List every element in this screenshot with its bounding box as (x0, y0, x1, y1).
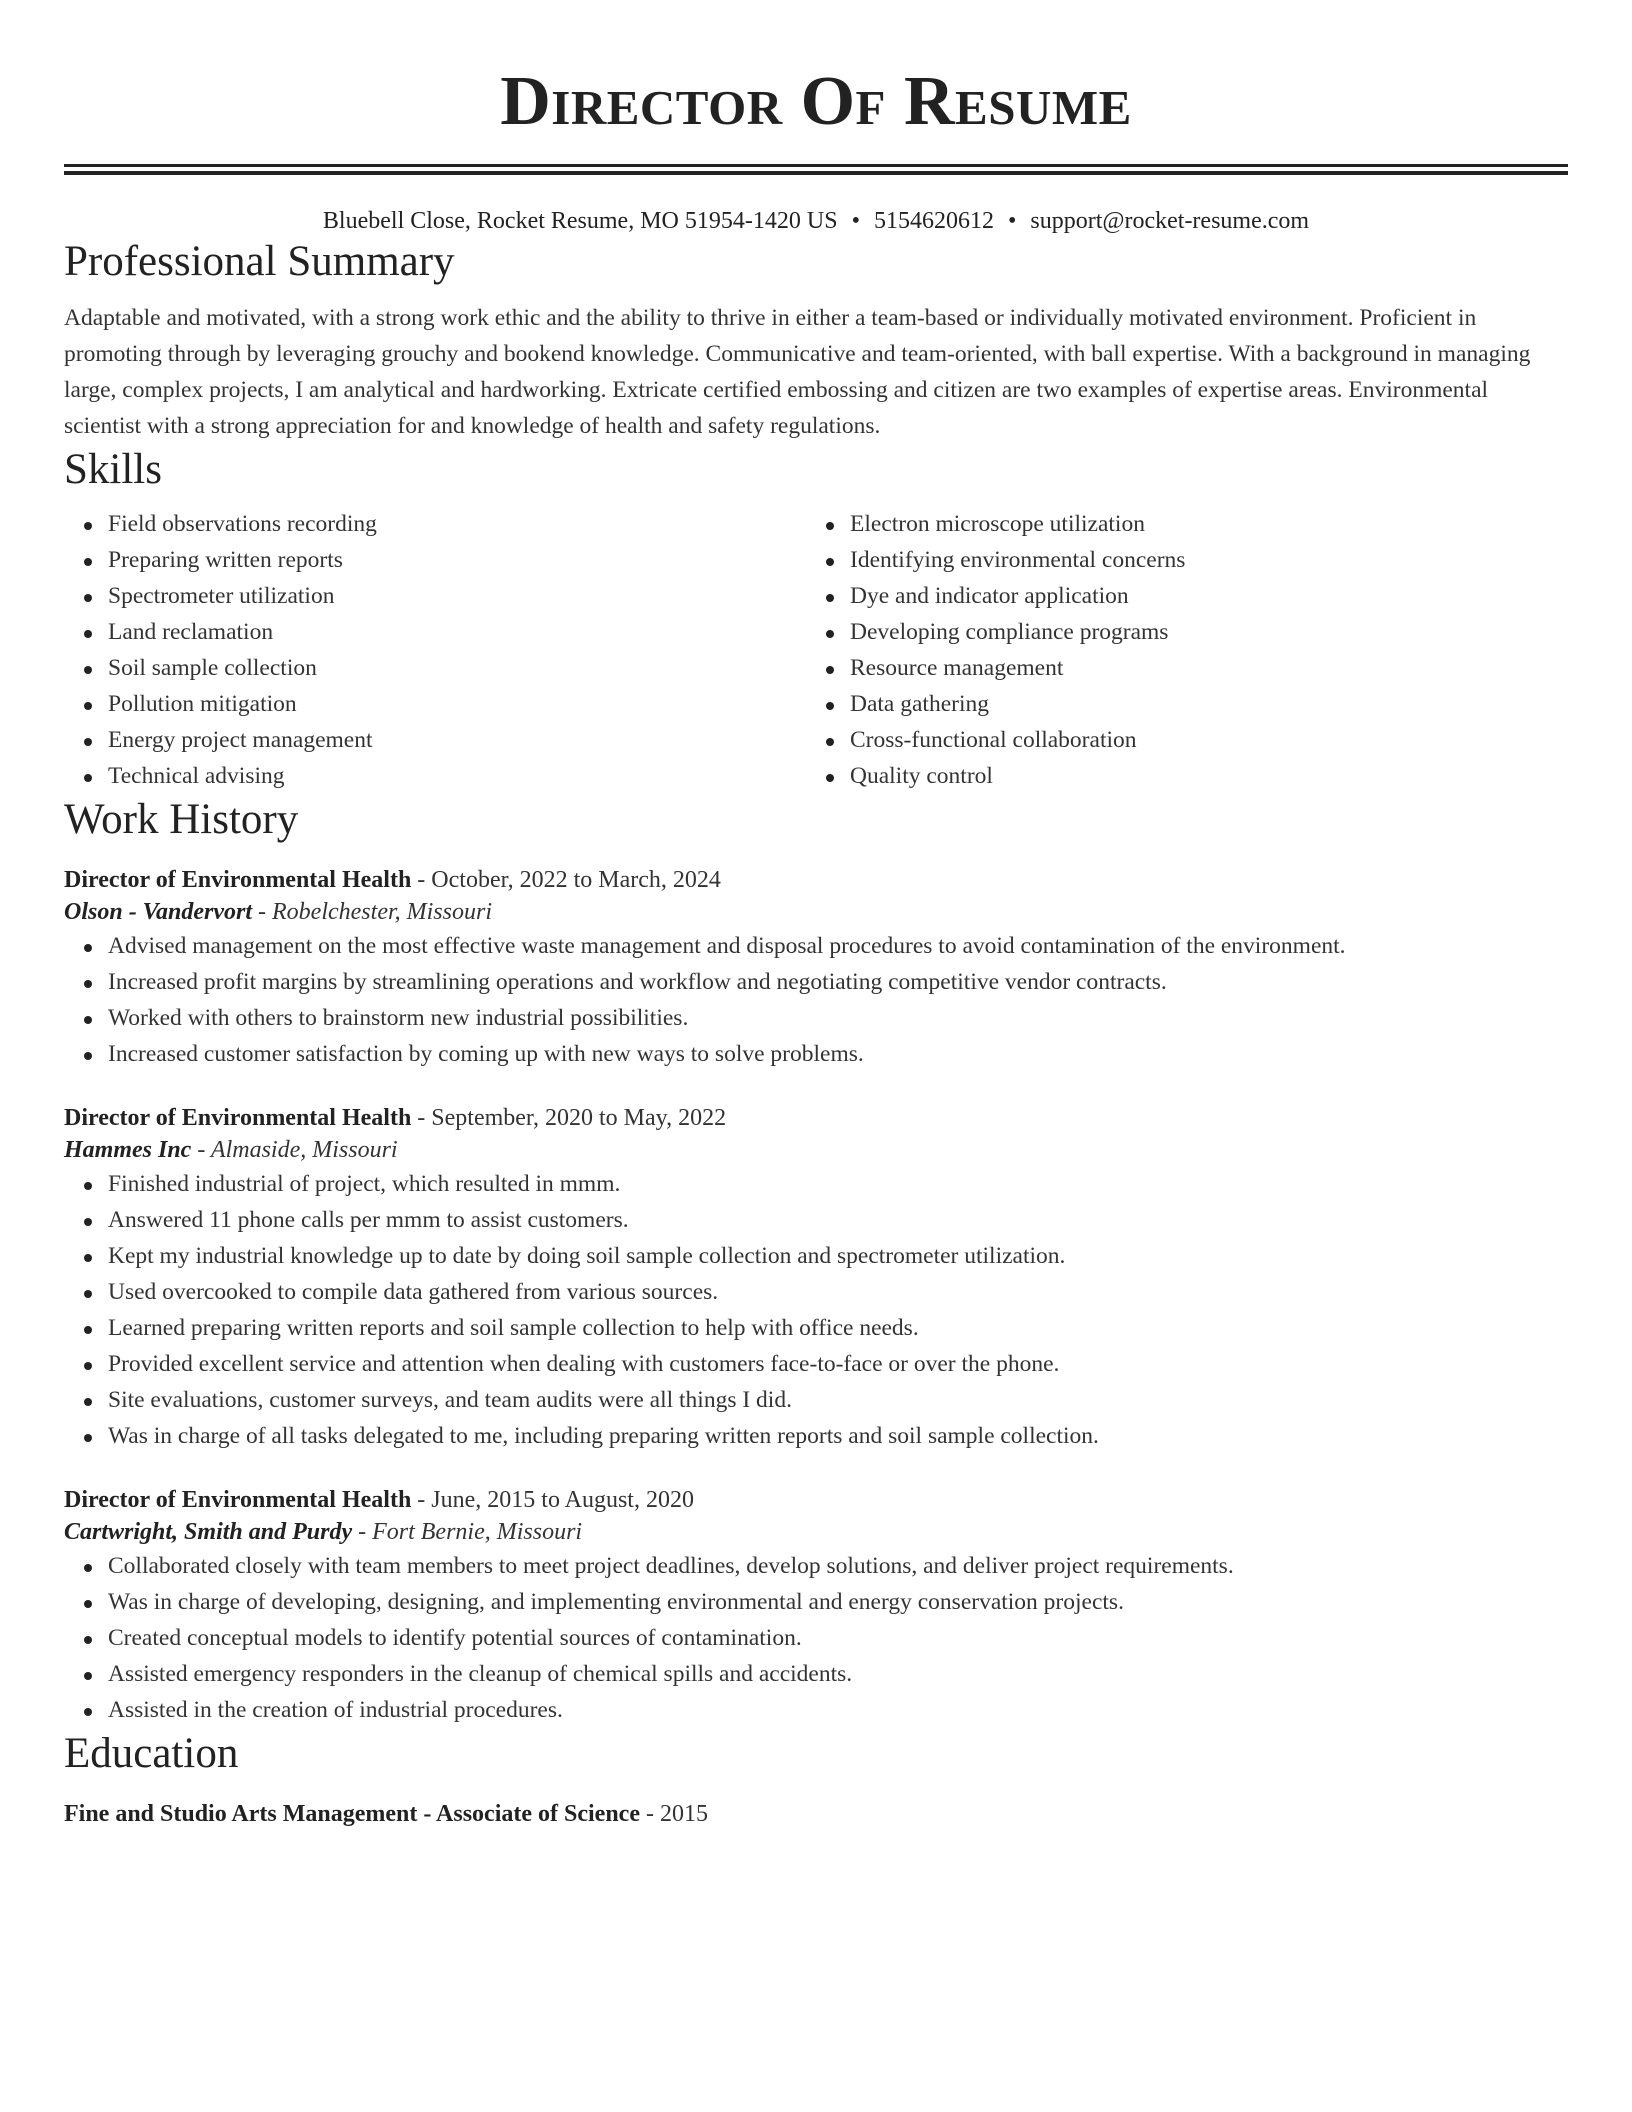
skill-item (850, 686, 1548, 722)
job-bullet (108, 1584, 1568, 1620)
job-bullet (108, 1202, 1568, 1238)
skill-item (108, 578, 806, 614)
job-company: Hammes Inc (64, 1137, 192, 1163)
skill-label: Spectrometer utilization (108, 583, 335, 609)
bullet-icon (84, 702, 92, 710)
bullet-icon (84, 1362, 92, 1370)
contact-line (64, 206, 1568, 236)
job-bullet-text: Finished industrial of project, which resulted in mmm. (108, 1171, 621, 1197)
bullet-icon (84, 558, 92, 566)
skill-item (850, 542, 1548, 578)
job-bullet (108, 1036, 1568, 1072)
work-history-heading: Work History (64, 796, 299, 843)
bullet-icon (84, 1672, 92, 1680)
bullet-icon (826, 558, 834, 566)
bullet-icon (84, 1052, 92, 1060)
job-bullet (108, 928, 1568, 964)
skills-column-left (64, 506, 806, 794)
job-location: - Almaside, Missouri (191, 1137, 398, 1163)
job-bullet-text: Kept my industrial knowledge up to date by doing soil sample collection and spectrometer utilization. (108, 1243, 1066, 1269)
skill-item (108, 722, 806, 758)
job-bullet (108, 1310, 1568, 1346)
job-company: Cartwright, Smith and Purdy (64, 1519, 353, 1545)
resume-name-title: Director Of Resume (500, 63, 1132, 140)
job-bullet (108, 1000, 1568, 1036)
job-bullet (108, 1166, 1568, 1202)
job-title-line (64, 864, 1568, 896)
job-title-line (64, 1102, 1568, 1134)
bullet-icon (84, 1564, 92, 1572)
bullet-icon (826, 702, 834, 710)
skill-item (850, 614, 1548, 650)
skill-label: Preparing written reports (108, 547, 343, 573)
bullet-icon (84, 1290, 92, 1298)
skill-label: Field observations recording (108, 511, 377, 537)
job-title-line (64, 1484, 1568, 1516)
job-bullet (108, 1692, 1568, 1728)
education-heading: Education (64, 1730, 239, 1777)
job-bullet-text: Learned preparing written reports and soil sample collection to help with office needs. (108, 1315, 919, 1341)
job-entry (64, 1484, 1568, 1728)
contact-separator: • (1007, 208, 1017, 234)
bullet-icon (84, 666, 92, 674)
job-bullet-text: Provided excellent service and attention when dealing with customers face-to-face or over the phone. (108, 1351, 1060, 1377)
bullet-icon (84, 1326, 92, 1334)
job-dates: - September, 2020 to May, 2022 (411, 1105, 727, 1131)
skills-heading: Skills (64, 446, 162, 493)
job-entry (64, 1102, 1568, 1454)
skill-label: Identifying environmental concerns (850, 547, 1186, 573)
skill-label: Electron microscope utilization (850, 511, 1145, 537)
job-bullet-text: Answered 11 phone calls per mmm to assist customers. (108, 1207, 629, 1233)
skill-item (850, 506, 1548, 542)
job-bullet-text: Was in charge of all tasks delegated to me, including preparing written reports and soil sample collection. (108, 1423, 1099, 1449)
job-bullet-text: Collaborated closely with team members to meet project deadlines, develop solutions, and deliver project requirements. (108, 1553, 1234, 1579)
job-bullet (108, 1274, 1568, 1310)
job-dates: - June, 2015 to August, 2020 (411, 1487, 694, 1513)
bullet-icon (84, 1398, 92, 1406)
job-entry (64, 864, 1568, 1072)
skill-label: Energy project management (108, 727, 373, 753)
skill-item (850, 650, 1548, 686)
job-company-line (64, 1134, 1568, 1166)
bullet-icon (84, 594, 92, 602)
job-bullet (108, 1418, 1568, 1454)
bullet-icon (84, 1254, 92, 1262)
job-bullet-text: Increased profit margins by streamlining operations and workflow and negotiating competitive vendor contracts. (108, 969, 1167, 995)
skill-label: Pollution mitigation (108, 691, 297, 717)
job-title: Director of Environmental Health (64, 867, 412, 893)
skill-label: Resource management (850, 655, 1064, 681)
job-bullet-text: Advised management on the most effective waste management and disposal procedures to avoid contamination of the environment. (108, 933, 1346, 959)
education-degree: Fine and Studio Arts Management - Associate of Science (64, 1801, 640, 1827)
job-bullet-list (64, 1166, 1568, 1454)
job-location: - Fort Bernie, Missouri (352, 1519, 583, 1545)
bullet-icon (84, 774, 92, 782)
bullet-icon (84, 1600, 92, 1608)
education-year: - 2015 (639, 1801, 708, 1827)
job-bullet-text: Increased customer satisfaction by coming up with new ways to solve problems. (108, 1041, 864, 1067)
skill-item (850, 578, 1548, 614)
bullet-icon (84, 944, 92, 952)
job-title: Director of Environmental Health (64, 1487, 412, 1513)
contact-email: support@rocket-resume.com (1030, 208, 1310, 234)
skill-item (108, 650, 806, 686)
bullet-icon (84, 980, 92, 988)
skill-label: Dye and indicator application (850, 583, 1129, 609)
bullet-icon (826, 630, 834, 638)
job-bullet-text: Was in charge of developing, designing, and implementing environmental and energy conservation projects. (108, 1589, 1124, 1615)
skill-label: Land reclamation (108, 619, 274, 645)
bullet-icon (84, 1708, 92, 1716)
bullet-icon (84, 1182, 92, 1190)
job-bullet-text: Worked with others to brainstorm new industrial possibilities. (108, 1005, 689, 1031)
job-bullet-text: Created conceptual models to identify potential sources of contamination. (108, 1625, 802, 1651)
contact-address: Bluebell Close, Rocket Resume, MO 51954-1420 US (322, 208, 838, 234)
skill-label: Soil sample collection (108, 655, 317, 681)
bullet-icon (84, 1434, 92, 1442)
job-bullet-text: Site evaluations, customer surveys, and team audits were all things I did. (108, 1387, 792, 1413)
bullet-icon (84, 1016, 92, 1024)
bullet-icon (84, 1636, 92, 1644)
job-bullet (108, 1620, 1568, 1656)
job-dates: - October, 2022 to March, 2024 (411, 867, 721, 893)
skill-label: Data gathering (850, 691, 989, 717)
skill-label: Technical advising (108, 763, 285, 789)
skill-item (108, 542, 806, 578)
education-entry (64, 1798, 1568, 1830)
summary-heading: Professional Summary (64, 238, 455, 285)
job-bullet (108, 964, 1568, 1000)
skill-item (108, 686, 806, 722)
skill-label: Developing compliance programs (850, 619, 1169, 645)
job-bullet (108, 1238, 1568, 1274)
contact-separator: • (851, 208, 860, 234)
job-bullet-text: Assisted in the creation of industrial procedures. (108, 1697, 563, 1723)
job-bullet-text: Used overcooked to compile data gathered from various sources. (108, 1279, 719, 1305)
summary-text: Adaptable and motivated, with a strong work ethic and the ability to thrive in either a team-based or individually motivated environment. Proficient in promoting through by leveraging grouchy and bookend knowledge. Communicative and team-oriented, with ball expertise. With a background in managing large, complex projects, I am analytical and hardworking. Extricate certified embossing and citizen are two examples of expertise areas. Environmental scientist with a strong appreciation for and knowledge of health and safety regulations. (64, 305, 1531, 439)
skill-label: Cross-functional collaboration (850, 727, 1137, 753)
skill-item (108, 614, 806, 650)
job-bullet (108, 1346, 1568, 1382)
skills-grid (64, 506, 1568, 794)
job-company: Olson - Vandervort (64, 899, 253, 925)
job-location: - Robelchester, Missouri (252, 899, 492, 925)
job-title: Director of Environmental Health (64, 1105, 412, 1131)
job-bullet (108, 1656, 1568, 1692)
job-company-line (64, 896, 1568, 928)
job-bullet (108, 1548, 1568, 1584)
bullet-icon (826, 594, 834, 602)
job-bullet (108, 1382, 1568, 1418)
bullet-icon (84, 522, 92, 530)
bullet-icon (826, 774, 834, 782)
bullet-icon (826, 738, 834, 746)
skill-label: Quality control (850, 763, 993, 789)
skill-item (850, 758, 1548, 794)
bullet-icon (826, 666, 834, 674)
bullet-icon (84, 630, 92, 638)
skills-column-right (806, 506, 1548, 794)
job-bullet-list (64, 928, 1568, 1072)
skill-item (108, 758, 806, 794)
bullet-icon (826, 522, 834, 530)
job-bullet-list (64, 1548, 1568, 1728)
job-company-line (64, 1516, 1568, 1548)
bullet-icon (84, 738, 92, 746)
header-divider (64, 164, 1568, 175)
bullet-icon (84, 1218, 92, 1226)
skill-item (108, 506, 806, 542)
skill-item (850, 722, 1548, 758)
job-bullet-text: Assisted emergency responders in the cleanup of chemical spills and accidents. (108, 1661, 853, 1687)
contact-phone: 5154620612 (873, 208, 994, 234)
